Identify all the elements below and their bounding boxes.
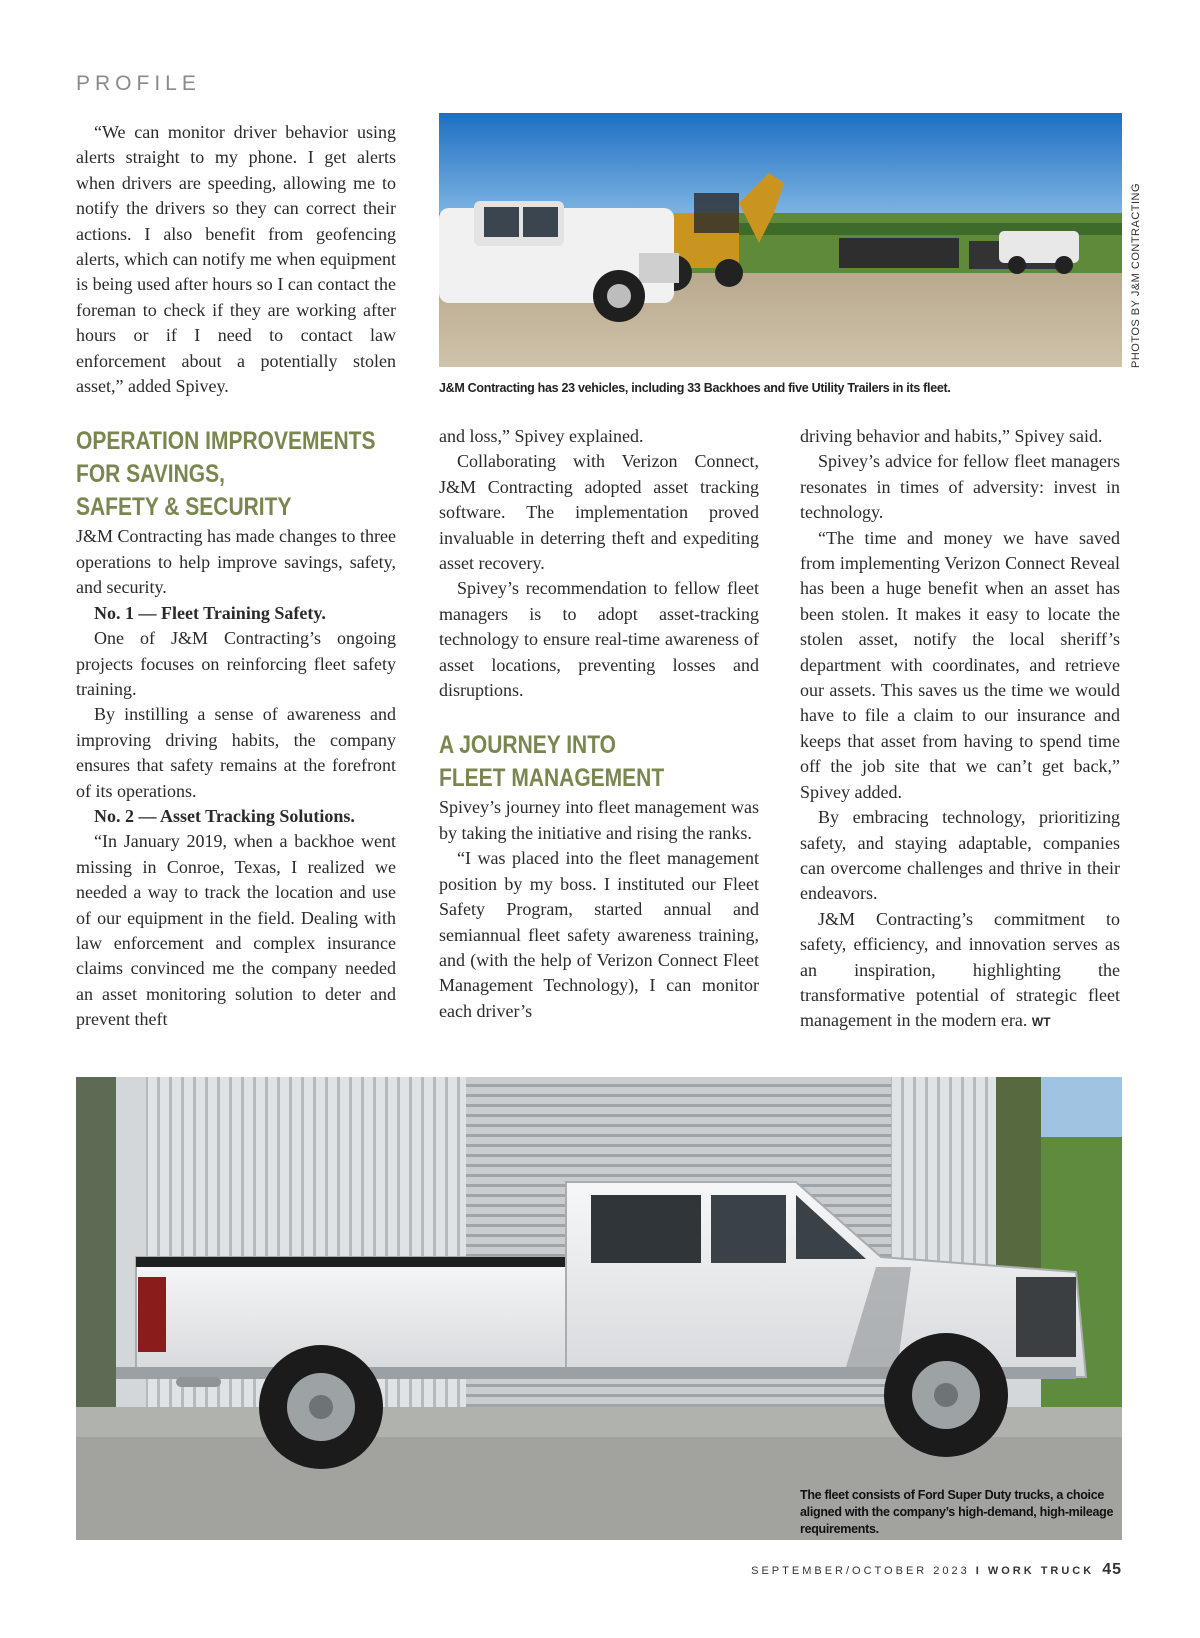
issue-date: SEPTEMBER/OCTOBER 2023 [751,1565,970,1577]
photo-ford-super-duty [76,1077,1122,1540]
paragraph-quote: “We can monitor driver behavior using alerts straight to my phone. I get alerts when drivers are speeding, allowing me to notify the drivers so they can correct their actions. I also benefit from geofencing alerts, which can notify me when equipment is being used after hours so I can contact the foreman to check if they are working after hours or if I need to contact law enforcement about a potentially stolen asset,” added Spivey. [76,122,396,397]
photo-fleet-yard [439,113,1122,367]
photo-credit: PHOTOS BY J&M CONTRACTING [1130,182,1142,368]
paragraph-tracking: “In January 2019, when a backhoe went missing in Conroe, Texas, I realized we needed a way to track the location and use of our equipment in the field. Dealing with law enforcement and complex insurance claims convinced me the company needed an asset monitoring solution to deter and prevent theft [76,831,396,1030]
heading-operation-improvements [76,425,399,524]
section-label: PROFILE [76,72,201,95]
paragraph-placed: “I was placed into the fleet management position by my boss. I instituted our Fleet Safety Program, started annual and semiannual fleet safety awareness training, and (with the help of Verizon Connect Fleet Management Technology), I can monitor each driver’s [439,848,759,1021]
magazine-name: WORK TRUCK [987,1565,1095,1577]
heading-line: FOR SAVINGS, [76,460,225,489]
paragraph-continued: driving behavior and habits,” Spivey said. [800,426,1103,446]
footer-separator: I [975,1565,982,1577]
paragraph-verizon: Collaborating with Verizon Connect, J&M Contracting adopted asset tracking software. The implementation proved invaluable in deterring theft and expediting asset recovery. [439,451,759,574]
paragraph-journey: Spivey’s journey into fleet management was by taking the initiative and rising the ranks. [439,797,759,843]
heading-line: FLEET MANAGEMENT [439,764,665,793]
heading-line: SAFETY & SECURITY [76,493,292,522]
paragraph-recommendation: Spivey’s recommendation to fellow fleet managers is to adopt asset-tracking technology to ensure real-time awareness of asset locations, preventing losses and disruptions. [439,578,759,701]
photo-caption-top: J&M Contracting has 23 vehicles, including 33 Backhoes and five Utility Trailers in its fleet. [439,381,951,395]
page-number: 45 [1102,1561,1122,1578]
heading-journey [439,729,762,795]
paragraph-intro: J&M Contracting has made changes to three operations to help improve savings, safety, and security. [76,526,396,598]
paragraph-training-1: One of J&M Contracting’s ongoing projects focuses on reinforcing fleet safety training. [76,628,396,699]
paragraph-advice: Spivey’s advice for fellow fleet managers resonates in times of adversity: invest in technology. [800,451,1120,523]
photo-caption-bottom: The fleet consists of Ford Super Duty trucks, a choice aligned with the company’s high-demand, high-mileage requirements. [800,1488,1114,1536]
paragraph-embracing: By embracing technology, prioritizing safety, and staying adaptable, companies can overcome challenges and thrive in their endeavors. [800,807,1120,904]
column-3 [800,424,1120,1036]
column-2 [439,424,759,1024]
subheading-asset-tracking: No. 2 — Asset Tracking Solutions. [94,805,355,826]
commitment-text: J&M Contracting’s commitment to safety, efficiency, and innovation serves as an inspiration, highlighting the transformative potential of strategic fleet management in the modern era. [800,908,1120,1031]
heading-line: A JOURNEY INTO [439,731,616,760]
paragraph-time-saved: “The time and money we have saved from implementing Verizon Connect Reveal has been a huge benefit when an asset has been stolen. It makes it easy to locate the stolen asset, notify the local sheriff’s department with coordinates, and retrieve our assets. This saves us the time we would have to file a claim to our insurance and keeps that asset from having to spend time off the job site that we can’t get back,” Spivey added. [800,527,1120,802]
paragraph-commitment [800,907,1120,1036]
end-mark: WT [1031,1015,1051,1030]
heading-line: OPERATION IMPROVEMENTS [76,427,376,456]
column-1 [76,120,396,1033]
paragraph-training-2: By instilling a sense of awareness and improving driving habits, the company ensures that safety remains at the forefront of its operations. [76,704,396,801]
paragraph-continued: and loss,” Spivey explained. [439,426,644,446]
page-footer [751,1561,1122,1579]
subheading-fleet-training: No. 1 — Fleet Training Safety. [94,602,326,623]
